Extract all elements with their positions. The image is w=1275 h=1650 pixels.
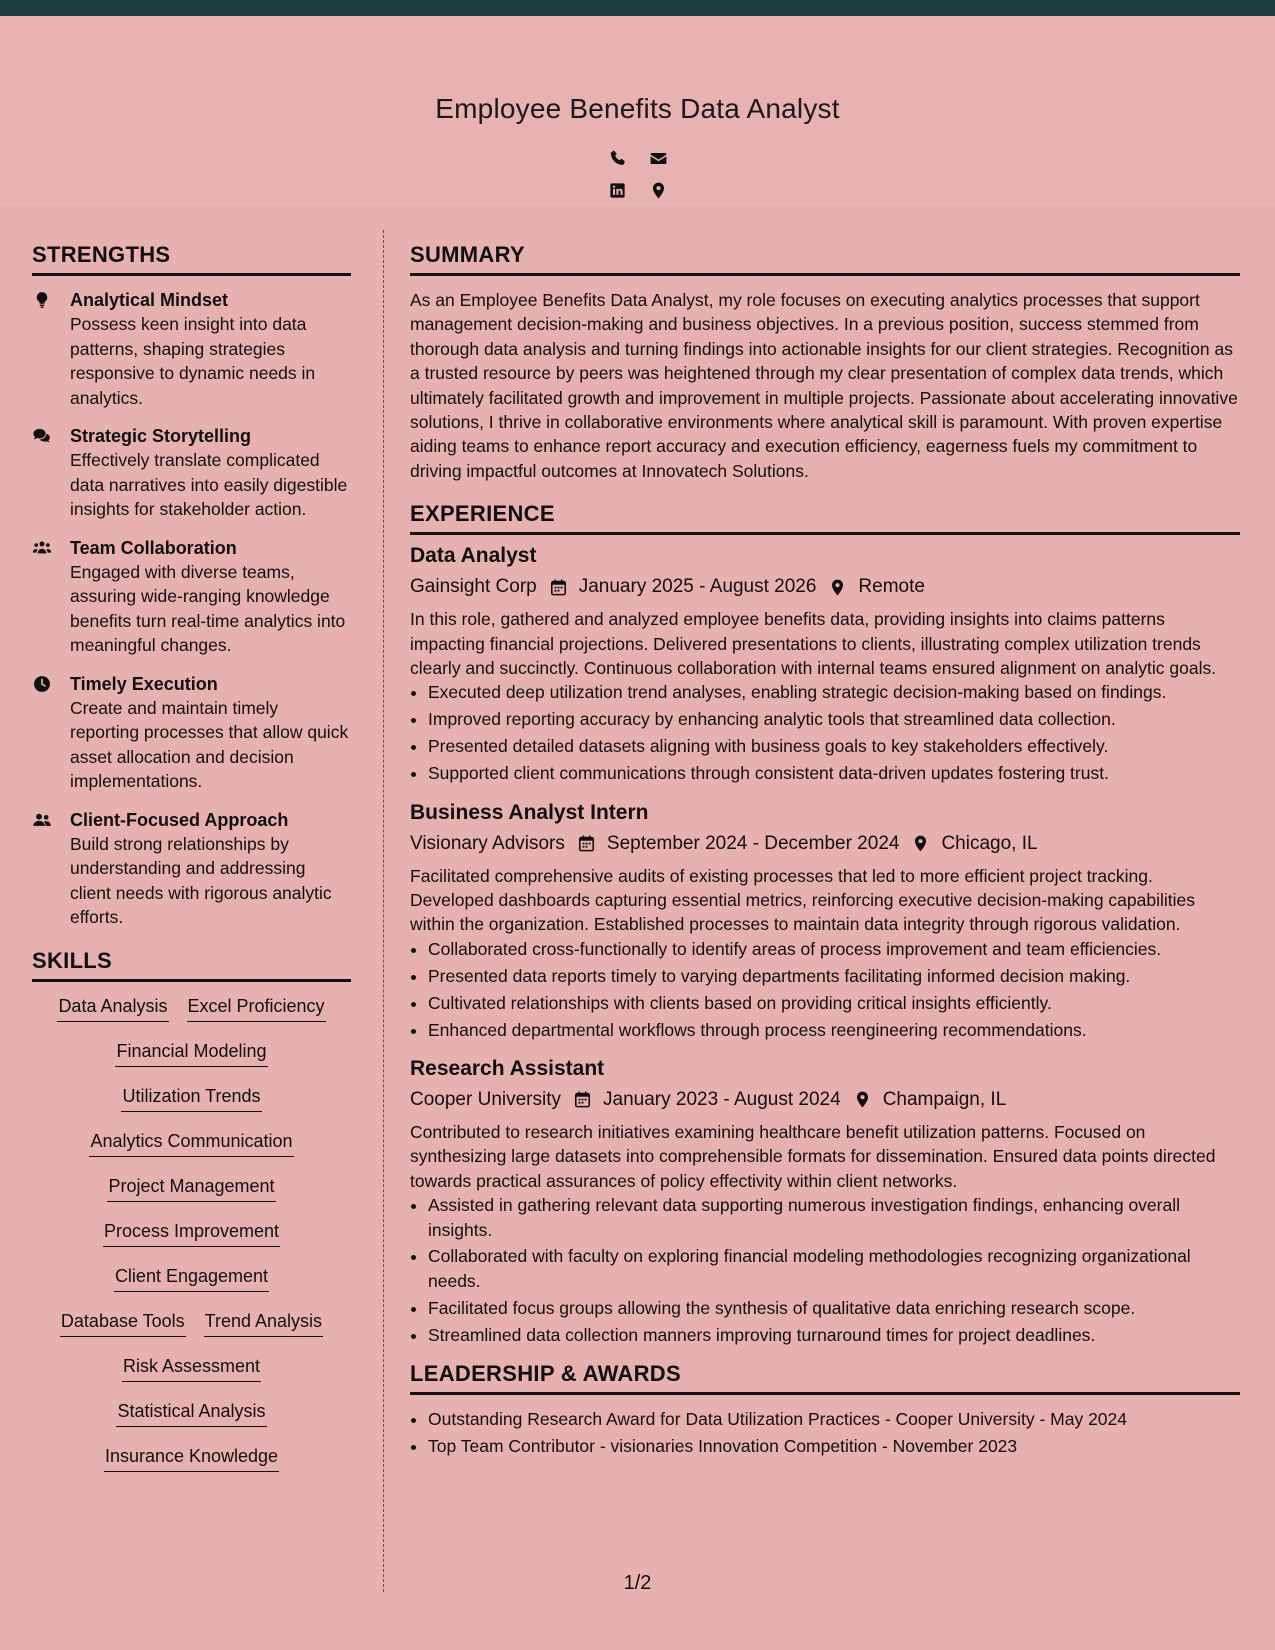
list-item: • Collaborated cross-functionally to identify areas of process improvement and team efficiencies. xyxy=(428,937,1240,961)
calendar-icon xyxy=(577,834,596,853)
job-entry xyxy=(410,800,1240,1042)
page-indicator: 1/2 xyxy=(623,1572,652,1594)
list-item: • Executed deep utilization trend analyses, enabling strategic decision-making based on findings. xyxy=(428,680,1240,704)
job-location: Chicago, IL xyxy=(941,832,1038,854)
strength-description: Build strong relationships by understanding and addressing client needs with rigorous analytic efforts. xyxy=(70,833,332,927)
job-description: Facilitated comprehensive audits of existing processes that led to more efficient project tracking. Developed dashboards capturing essential metrics, reinforcing executive decision-making capabilities within the organization. Established processes to maintain data integrity through rigorous validation. xyxy=(410,865,1195,935)
list-item: • Enhanced departmental workflows through process reengineering recommendations. xyxy=(428,1018,1240,1042)
summary-text: As an Employee Benefits Data Analyst, my role focuses on executing analytics processes that support management decision-making and business objectives. In a previous position, success stemmed from thorough data analysis and turning findings into actionable insights for our client strategies. Recognition as a trusted resource by peers was heightened through my clear presentation of complex data trends, which ultimately facilitated growth and improvement in multiple projects. Passionate about accelerating innovative solutions, I thrive in collaborative environments where analytical skill is paramount. With proven expertise aiding teams to enhance report accuracy and execution efficiency, eagerness fuels my commitment to driving impactful outcomes at Innovatech Solutions. xyxy=(410,290,1238,481)
strength-title: Client-Focused Approach xyxy=(70,809,289,830)
skills-heading: SKILLS xyxy=(32,948,351,982)
strength-title: Strategic Storytelling xyxy=(70,426,252,446)
skill-tag: Trend Analysis xyxy=(204,1309,323,1337)
right-column xyxy=(410,242,1240,1461)
strength-description: Possess keen insight into data patterns, shaping strategies responsive to dynamic needs in analytics. xyxy=(70,314,316,408)
skill-tag: Financial Modeling xyxy=(115,1039,267,1067)
strength-item xyxy=(32,288,351,410)
job-title: Data Analyst xyxy=(410,544,537,568)
lightbulb-icon xyxy=(32,288,70,410)
strength-description: Effectively translate complicated data narratives into easily digestible insights for stakeholder action. xyxy=(70,450,348,519)
skill-tag: Database Tools xyxy=(60,1309,186,1337)
skill-tag: Project Management xyxy=(107,1174,275,1202)
job-meta xyxy=(410,830,1240,858)
strength-description: Create and maintain timely reporting processes that allow quick asset allocation and decision implementations. xyxy=(70,697,349,791)
job-description: Contributed to research initiatives examining healthcare benefit utilization patterns. Focused on synthesizing large datasets into comprehensible formats for dissemination. Ensured data points directed towards practical assurances of policy effectivity within client networks. xyxy=(410,1121,1216,1191)
contact-row-1 xyxy=(0,149,1275,168)
calendar-icon xyxy=(549,578,568,597)
skill-tag: Risk Assessment xyxy=(122,1354,261,1382)
job-company: Gainsight Corp xyxy=(410,576,537,598)
list-item: • Outstanding Research Award for Data Utilization Practices - Cooper University - May 2024 xyxy=(428,1407,1240,1431)
list-item: • Top Team Contributor - visionaries Innovation Competition - November 2023 xyxy=(428,1434,1240,1458)
awards-heading: LEADERSHIP & AWARDS xyxy=(410,1361,1240,1395)
job-dates: September 2024 - December 2024 xyxy=(606,832,900,854)
resume-name: Employee Benefits Data Analyst xyxy=(435,93,840,124)
map-marker-icon[interactable] xyxy=(649,181,668,200)
strength-item xyxy=(32,672,351,794)
skill-tag: Process Improvement xyxy=(103,1219,280,1247)
skill-row xyxy=(32,1264,351,1299)
skill-row xyxy=(32,1129,351,1164)
list-item: • Supported client communications through consistent data-driven updates fostering trust. xyxy=(428,761,1240,785)
job-bullets xyxy=(410,937,1240,1042)
user-friends-icon xyxy=(32,808,70,930)
skill-row xyxy=(32,1084,351,1119)
list-item: • Presented detailed datasets aligning with business goals to key stakeholders effectively. xyxy=(428,734,1240,758)
skill-row xyxy=(32,1354,351,1389)
strength-description: Engaged with diverse teams, assuring wide-ranging knowledge benefits turn real-time analytics into meaningful changes. xyxy=(70,561,346,655)
column-divider xyxy=(383,230,384,1592)
job-dates: January 2025 - August 2026 xyxy=(578,576,817,598)
strength-title: Timely Execution xyxy=(70,673,218,694)
summary-heading: SUMMARY xyxy=(410,242,1240,276)
envelope-icon[interactable] xyxy=(649,149,668,168)
top-accent-bar xyxy=(0,0,1275,16)
skill-tag: Analytics Communication xyxy=(89,1129,293,1157)
strength-item xyxy=(32,536,351,658)
map-marker-icon xyxy=(853,1090,872,1109)
skill-tag: Utilization Trends xyxy=(121,1084,261,1112)
skill-tag: Insurance Knowledge xyxy=(104,1444,279,1472)
linkedin-icon[interactable] xyxy=(608,181,627,200)
strength-title: Analytical Mindset xyxy=(70,290,229,310)
job-meta xyxy=(410,1086,1240,1114)
skill-row xyxy=(32,1444,351,1479)
list-item: • Streamlined data collection manners improving turnaround times for project deadlines. xyxy=(428,1323,1240,1347)
skill-tag: Excel Proficiency xyxy=(187,994,326,1022)
skill-row xyxy=(32,1039,351,1074)
skill-row xyxy=(32,1399,351,1434)
job-location: Champaign, IL xyxy=(882,1088,1007,1110)
job-location: Remote xyxy=(858,576,925,598)
list-item: • Collaborated with faculty on exploring financial modeling methodologies recognizing organizational needs. xyxy=(428,1244,1240,1293)
job-bullets xyxy=(410,680,1240,785)
list-item: • Improved reporting accuracy by enhancing analytic tools that streamlined data collection. xyxy=(428,707,1240,731)
users-icon xyxy=(32,536,70,658)
skill-row xyxy=(32,1174,351,1209)
left-column xyxy=(32,242,351,1479)
job-company: Cooper University xyxy=(410,1088,561,1110)
skill-row xyxy=(32,994,351,1029)
map-marker-icon xyxy=(911,834,930,853)
calendar-icon xyxy=(573,1090,592,1109)
job-title: Business Analyst Intern xyxy=(410,800,649,824)
job-meta xyxy=(410,573,1240,601)
list-item: • Cultivated relationships with clients based on providing critical insights efficiently. xyxy=(428,991,1240,1015)
strengths-heading: STRENGTHS xyxy=(32,242,351,276)
list-item: • Presented data reports timely to varying departments facilitating informed decision making. xyxy=(428,964,1240,988)
list-item: • Facilitated focus groups allowing the synthesis of qualitative data enriching research scope. xyxy=(428,1296,1240,1320)
skill-tag: Client Engagement xyxy=(114,1264,269,1292)
job-description: In this role, gathered and analyzed employee benefits data, providing insights into claims patterns impacting financial projections. Delivered presentations to clients, illustrating complex utilization trends clearly and succinctly. Continuous collaboration with internal teams ensured alignment on analytic goals. xyxy=(410,609,1217,679)
resume-header xyxy=(0,16,1275,205)
job-bullets xyxy=(410,1193,1240,1347)
skills-list xyxy=(32,994,351,1479)
clock-icon xyxy=(32,672,70,794)
job-company: Visionary Advisors xyxy=(410,832,565,854)
strength-item xyxy=(32,808,351,930)
job-entry xyxy=(410,1056,1240,1347)
skill-row xyxy=(32,1309,351,1344)
job-dates: January 2023 - August 2024 xyxy=(603,1088,841,1110)
skill-row xyxy=(32,1219,351,1254)
map-marker-icon xyxy=(828,578,847,597)
strength-item xyxy=(32,424,351,522)
job-title: Research Assistant xyxy=(410,1056,605,1080)
list-item: • Assisted in gathering relevant data supporting numerous investigation findings, enhancing overall insights. xyxy=(428,1193,1240,1242)
skill-tag: Data Analysis xyxy=(57,994,168,1022)
contact-row-2 xyxy=(0,181,1275,200)
job-entry xyxy=(410,543,1240,785)
experience-heading: EXPERIENCE xyxy=(410,501,1240,535)
phone-icon[interactable] xyxy=(608,149,627,168)
comments-icon xyxy=(32,424,70,522)
strength-title: Team Collaboration xyxy=(70,537,237,558)
skill-tag: Statistical Analysis xyxy=(116,1399,266,1427)
awards-list xyxy=(410,1407,1240,1458)
